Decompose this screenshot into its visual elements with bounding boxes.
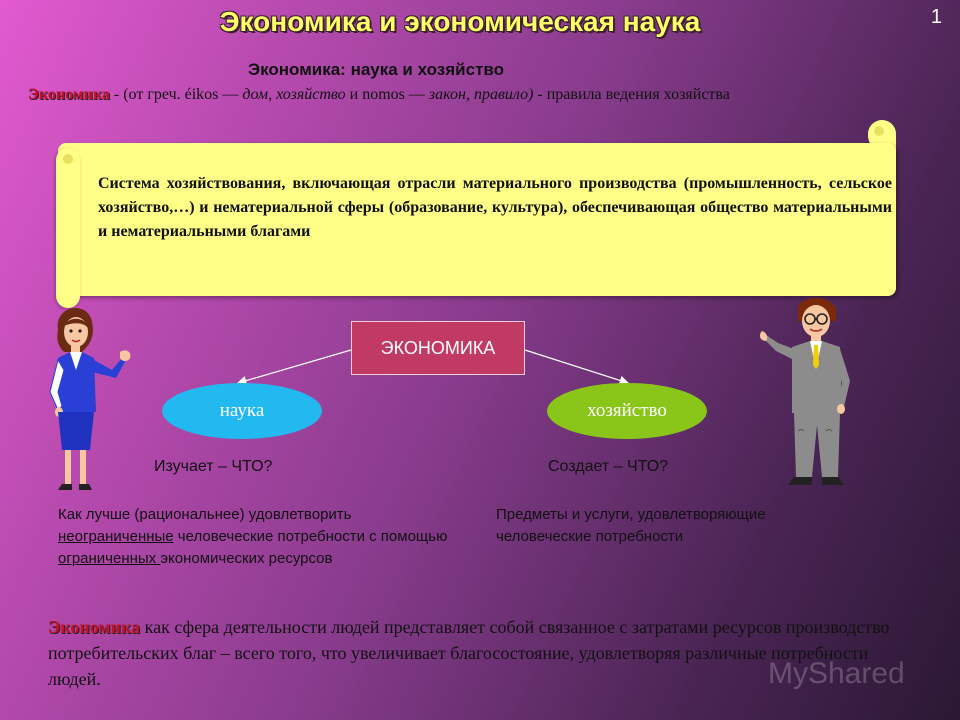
science-oval: наука [162, 383, 322, 439]
arrow-to-science [238, 350, 351, 383]
definition-part1: - (от греч. éikos — [109, 86, 243, 103]
scroll-text: Система хозяйствования, включающая отрасли материального производства (промышленность, сельское хозяйство,…) и нематериальной сферы (образование, культура), обеспечивающая общество материальными и нематериальными благами [98, 175, 892, 240]
science-answer-c: экономических ресурсов [160, 550, 333, 567]
businesswoman-figure [40, 300, 140, 500]
economy-question: Создает – ЧТО? [548, 458, 669, 475]
definition-part3: - правила ведения хозяйства [533, 86, 730, 103]
definition-italic2: закон, правило) [428, 86, 534, 103]
definition-term: Экономика [28, 86, 110, 103]
economy-answer: Предметы и услуги, удовлетворяющие человеческие потребности [496, 506, 766, 545]
watermark: MyShared [768, 657, 905, 690]
science-answer-underline-1: неограниченные [58, 528, 174, 545]
definition-part2: и nomos — [345, 86, 429, 103]
slide-number: 1 [930, 6, 942, 28]
science-answer-a: Как лучше (рациональнее) удовлетворить [58, 506, 352, 523]
science-answer-b: человеческие потребности с помощью [173, 528, 448, 545]
economy-oval: хозяйство [547, 383, 707, 439]
economy-root-box: ЭКОНОМИКА [351, 321, 525, 375]
footer-body: как сфера деятельности людей представляет собой связанное с затратами ресурсов производство потребительских благ – всего того, что увеличивает благосостояние, удовлетворяя различные потребности людей. [48, 617, 890, 689]
footer-term: Экономика [48, 617, 141, 637]
science-answer [58, 504, 458, 570]
definition-italic1: дом, хозяйство [242, 86, 346, 103]
businessman-figure [758, 295, 868, 495]
science-question: Изучает – ЧТО? [154, 458, 273, 475]
slide-title: Экономика и экономическая наука [219, 6, 701, 37]
slide-subtitle: Экономика: наука и хозяйство [248, 60, 505, 79]
arrow-to-economy [525, 350, 628, 383]
science-answer-underline-2: ограниченных [58, 550, 161, 567]
